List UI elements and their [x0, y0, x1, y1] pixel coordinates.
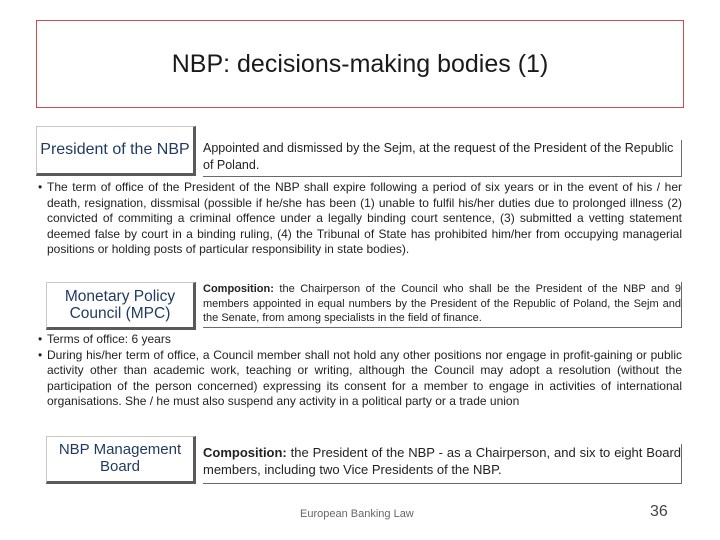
president-bullet: • The term of office of the President of the NBP shall expire following a period of six years or in the event of his / her death, resignation, dissmisal (possible if he/she has been (1) unable to fulfil his/her duties due to prolonged illness (2) convicted of commiting a criminal offence under a legally binding court sentence, (3) submitted a vetting statement deemed false by court in a binding ruling, (4) the Tribunal of State has prohibited him/her from occupying managerial positions or holding posts of particular responsibility in state bodies).	[38, 180, 682, 258]
mpc-description-box	[203, 282, 682, 328]
mpc-description: the Chairperson of the Council who shall be the President of the NBP and 9 members appointed in equal numbers by the President of the Republic of Poland, the Sejm and the Senate, from among specialists in the field of finance.	[203, 283, 681, 324]
president-description-box	[203, 140, 682, 177]
slide-title: NBP: decisions-making bodies (1)	[171, 49, 549, 78]
mpc-label: Monetary Policy Council (MPC)	[64, 287, 176, 322]
mpc-composition-label: Composition:	[203, 283, 274, 295]
board-label: NBP Management Board	[58, 441, 182, 475]
mpc-label-box	[46, 282, 196, 330]
footer-text: European Banking Law	[300, 508, 414, 520]
president-label-box	[36, 126, 196, 176]
title-box	[36, 20, 684, 108]
page-number: 36	[650, 503, 668, 520]
president-bullet-list	[38, 180, 682, 258]
board-description: the President of the NBP - as a Chairperson, and six to eight Board members, including two Vice Presidents of the NBP.	[203, 445, 681, 477]
board-composition-label: Composition:	[203, 445, 287, 460]
president-description: Appointed and dismissed by the Sejm, at the request of the President of the Republic of Poland.	[203, 141, 674, 172]
mpc-bullet: • Terms of office: 6 years	[38, 332, 682, 348]
president-label: President of the NBP	[40, 141, 190, 159]
board-description-box	[203, 444, 682, 484]
mpc-bullet-list	[38, 332, 682, 410]
mpc-bullet: • During his/her term of office, a Council member shall not hold any other positions nor engage in profit-gaining or public activity other than academic work, teaching or writing, although the Council may adopt a resolution (without the participation of the person concerned) expressing its consent for a member to engage in activities of international organisations. She / he must also suspend any activity in a political party or a trade union	[38, 348, 682, 410]
board-label-box	[46, 436, 196, 484]
